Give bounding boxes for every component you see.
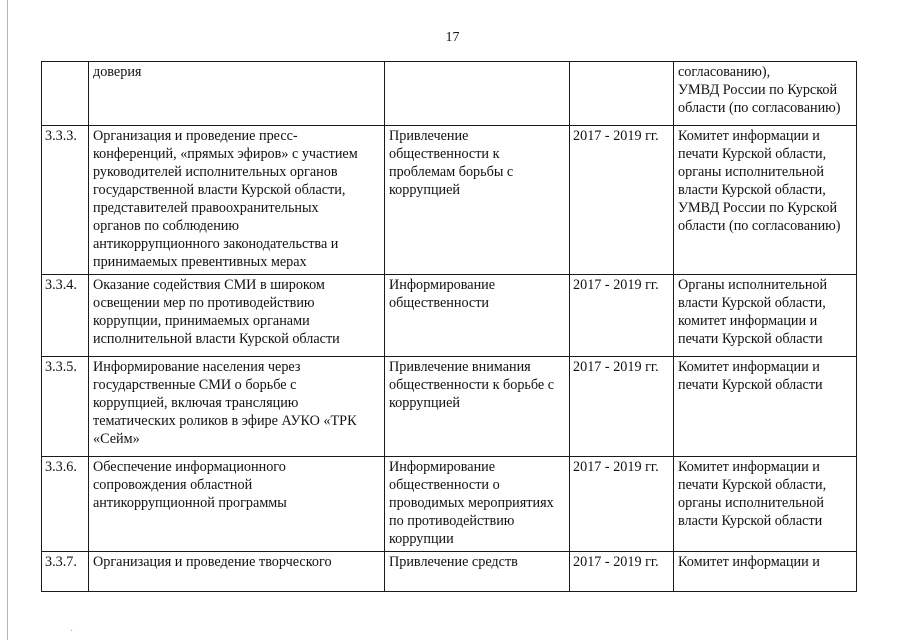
executor-cell — [674, 62, 857, 126]
action-cell-line: государственной власти Курской области, — [93, 182, 346, 198]
table-row — [42, 62, 857, 126]
term-cell: 2017 - 2019 гг. — [570, 126, 674, 275]
action-cell-line: тематических роликов в эфире АУКО «ТРК — [93, 413, 357, 429]
executor-cell-line: УМВД России по Курской — [678, 82, 838, 98]
action-cell-line: антикоррупционной программы — [93, 495, 287, 511]
executor-cell-line: Комитет информации и — [678, 459, 820, 475]
executor-cell-line: согласованию), — [678, 64, 771, 80]
table-row — [42, 552, 857, 592]
goal-cell-line: Информирование — [389, 459, 496, 475]
action-cell-line: конференций, «прямых эфиров» с участием — [93, 146, 358, 162]
table-row — [42, 126, 857, 275]
action-cell — [89, 357, 385, 457]
goal-cell-line: общественности к борьбе с — [389, 377, 555, 393]
goal-cell — [385, 357, 570, 457]
action-cell-line: Обеспечение информационного — [93, 459, 286, 475]
action-cell-line: «Сейм» — [93, 431, 140, 447]
action-cell — [89, 457, 385, 552]
term-cell — [570, 62, 674, 126]
goal-cell-line: Привлечение средств — [389, 554, 518, 570]
executor-cell-line: печати Курской области, — [678, 146, 827, 162]
action-cell-line: Организация и проведение пресс- — [93, 128, 298, 144]
action-cell-line: Информирование населения через — [93, 359, 301, 375]
scan-artifact-mark: · — [70, 626, 74, 637]
executor-cell-line: Комитет информации и — [678, 359, 820, 375]
page-number: 17 — [445, 30, 460, 45]
goal-cell — [385, 457, 570, 552]
goal-cell-line: проводимых мероприятиях — [389, 495, 554, 511]
executor-cell-line: органы исполнительной — [678, 495, 824, 511]
action-cell-line: освещении мер по противодействию — [93, 295, 315, 311]
action-cell-line: Оказание содействия СМИ в широком — [93, 277, 325, 293]
executor-cell — [674, 275, 857, 357]
term-cell: 2017 - 2019 гг. — [570, 457, 674, 552]
table-row — [42, 357, 857, 457]
goal-cell-line: Привлечение внимания — [389, 359, 531, 375]
item-number-cell — [42, 62, 89, 126]
goal-cell-line: коррупцией — [389, 182, 461, 198]
executor-cell-line: Комитет информации и — [678, 554, 820, 570]
goal-cell-line: общественности — [389, 295, 490, 311]
action-cell-line: органов по соблюдению — [93, 218, 239, 234]
action-cell — [89, 275, 385, 357]
goal-cell-line: проблемам борьбы с — [389, 164, 514, 180]
executor-cell-line: Комитет информации и — [678, 128, 820, 144]
goal-cell-line: коррупцией — [389, 395, 461, 411]
executor-cell-line: органы исполнительной — [678, 164, 824, 180]
term-cell: 2017 - 2019 гг. — [570, 552, 674, 592]
executor-cell-line: области (по согласованию) — [678, 100, 841, 116]
action-cell-line: Организация и проведение творческого — [93, 554, 332, 570]
goal-cell-line: общественности о — [389, 477, 500, 493]
executor-cell-line: печати Курской области — [678, 331, 823, 347]
goal-cell-line: Информирование — [389, 277, 496, 293]
executor-cell-line: власти Курской области, — [678, 182, 826, 198]
goal-cell — [385, 552, 570, 592]
action-cell-line: принимаемых превентивных мерах — [93, 254, 307, 270]
table-row — [42, 457, 857, 552]
action-cell-line: государственные СМИ о борьбе с — [93, 377, 297, 393]
action-cell — [89, 126, 385, 275]
item-number-cell: 3.3.7. — [42, 552, 89, 592]
table-row — [42, 275, 857, 357]
goal-cell-line: общественности к — [389, 146, 500, 162]
goal-cell — [385, 62, 570, 126]
goal-cell — [385, 126, 570, 275]
term-cell: 2017 - 2019 гг. — [570, 275, 674, 357]
action-cell-line: коррупции, принимаемых органами — [93, 313, 310, 329]
action-cell-line: сопровождения областной — [93, 477, 253, 493]
goal-cell-line: по противодействию — [389, 513, 515, 529]
action-cell — [89, 62, 385, 126]
executor-cell — [674, 457, 857, 552]
executor-cell-line: власти Курской области, — [678, 295, 826, 311]
executor-cell-line: печати Курской области, — [678, 477, 827, 493]
executor-cell — [674, 126, 857, 275]
goal-cell-line: Привлечение — [389, 128, 469, 144]
measures-table — [41, 61, 857, 592]
action-cell — [89, 552, 385, 592]
goal-cell-line: коррупции — [389, 531, 454, 547]
action-cell-line: доверия — [93, 64, 142, 80]
executor-cell-line: печати Курской области — [678, 377, 823, 393]
action-cell-line: коррупцией, включая трансляцию — [93, 395, 299, 411]
executor-cell — [674, 552, 857, 592]
item-number-cell: 3.3.6. — [42, 457, 89, 552]
action-cell-line: руководителей исполнительных органов — [93, 164, 338, 180]
executor-cell-line: комитет информации и — [678, 313, 818, 329]
item-number-cell: 3.3.3. — [42, 126, 89, 275]
executor-cell-line: области (по согласованию) — [678, 218, 841, 234]
item-number-cell: 3.3.4. — [42, 275, 89, 357]
executor-cell-line: Органы исполнительной — [678, 277, 828, 293]
action-cell-line: антикоррупционного законодательства и — [93, 236, 339, 252]
executor-cell — [674, 357, 857, 457]
item-number-cell: 3.3.5. — [42, 357, 89, 457]
goal-cell — [385, 275, 570, 357]
scan-margin-line — [7, 0, 8, 640]
term-cell: 2017 - 2019 гг. — [570, 357, 674, 457]
action-cell-line: исполнительной власти Курской области — [93, 331, 340, 347]
executor-cell-line: власти Курской области — [678, 513, 823, 529]
action-cell-line: представителей правоохранительных — [93, 200, 319, 216]
executor-cell-line: УМВД России по Курской — [678, 200, 838, 216]
